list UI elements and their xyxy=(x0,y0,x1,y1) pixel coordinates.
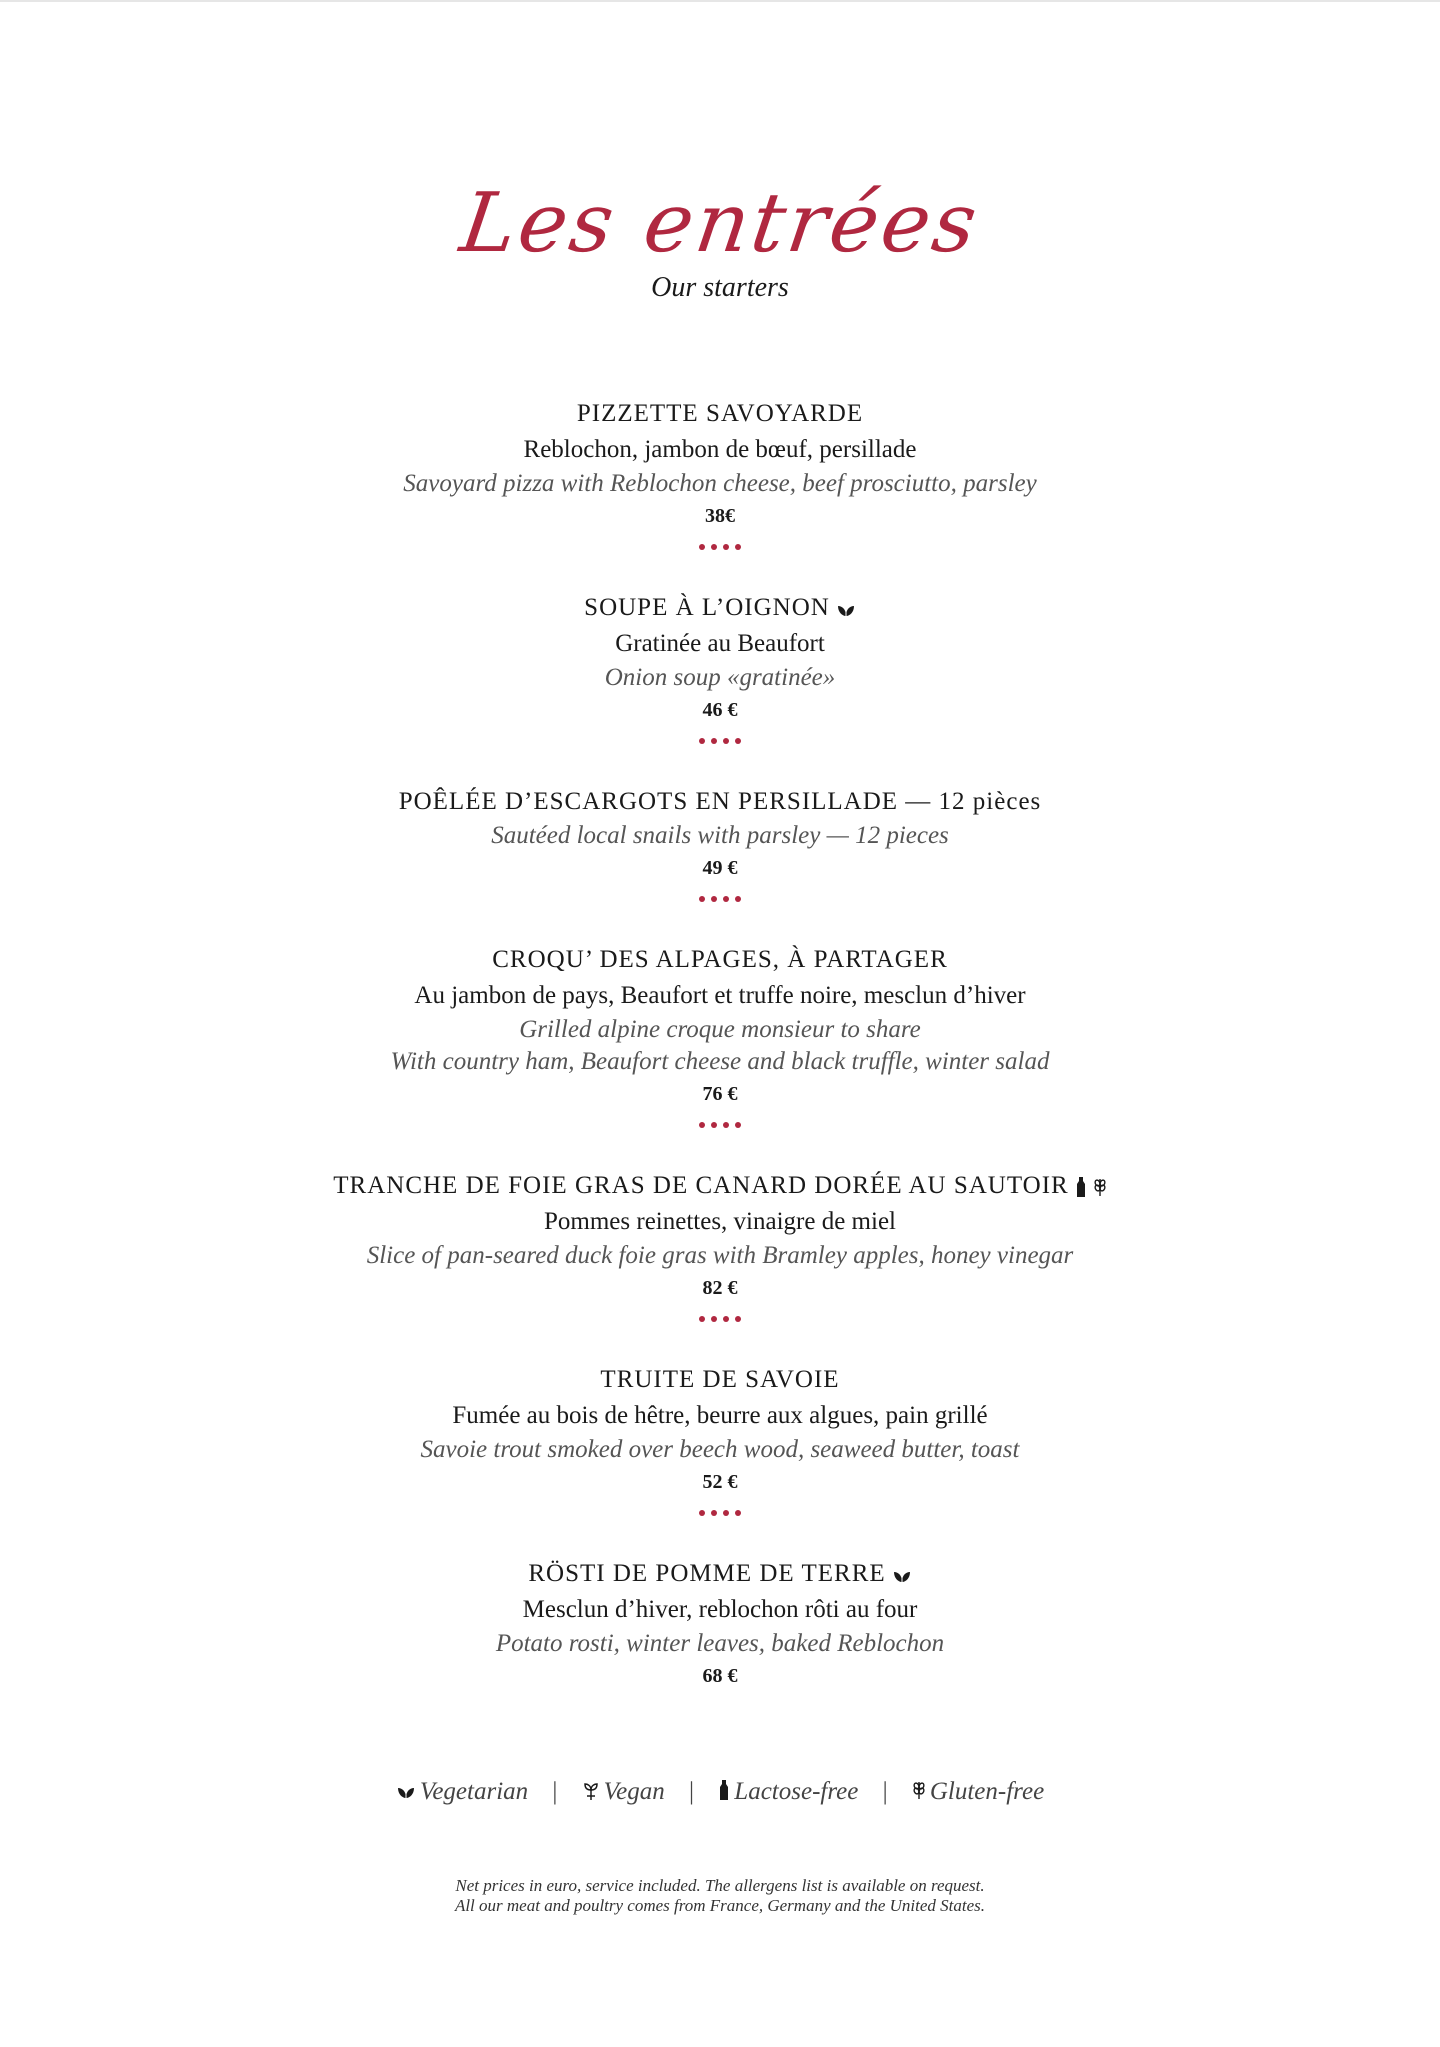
vegetarian-icon xyxy=(836,600,856,619)
dot-divider xyxy=(0,1304,1440,1338)
legend-lactose-free-label: Lactose-free xyxy=(734,1778,859,1805)
lactose-free-icon xyxy=(718,1779,730,1801)
gluten-free-icon xyxy=(1093,1176,1107,1198)
dish-price: 82 € xyxy=(702,1277,738,1299)
legend-lactose-free xyxy=(718,1778,858,1805)
vegetarian-icon xyxy=(396,1785,416,1801)
dish-name-text: TRANCHE DE FOIE GRAS DE CANARD DORÉE AU SAUTOIR xyxy=(333,1172,1069,1199)
footnote xyxy=(0,1876,1440,1916)
dish-description-en: Savoyard pizza with Reblochon cheese, beef prosciutto, parsley xyxy=(403,470,1037,497)
dish-description-en: Slice of pan-seared duck foie gras with Bramley apples, honey vinegar xyxy=(366,1242,1074,1269)
lactose-free-icon xyxy=(1075,1176,1087,1198)
legend-vegan-label: Vegan xyxy=(603,1778,665,1805)
legend-vegetarian xyxy=(396,1778,528,1805)
dish-description-en: Savoie trout smoked over beech wood, seaweed butter, toast xyxy=(420,1436,1020,1463)
dish-price: 68 € xyxy=(702,1665,738,1687)
legend-vegan xyxy=(582,1778,665,1805)
legend-vegetarian-label: Vegetarian xyxy=(419,1778,529,1805)
legend-separator: | xyxy=(552,1778,558,1805)
dish-name xyxy=(0,396,1440,432)
dish-name-text: CROQU’ DES ALPAGES, À PARTAGER xyxy=(492,946,948,973)
dish-description-fr: Fumée au bois de hêtre, beurre aux algues, pain grillé xyxy=(452,1402,988,1429)
footnote-line-1: Net prices in euro, service included. The allergens list is available on request. xyxy=(455,1876,985,1895)
menu-item-croqu xyxy=(0,942,1440,1144)
dot-divider xyxy=(0,1110,1440,1144)
dot-divider xyxy=(0,1498,1440,1532)
dish-description-fr: Pommes reinettes, vinaigre de miel xyxy=(544,1208,896,1235)
legend-separator: | xyxy=(882,1778,888,1805)
dish-name xyxy=(0,942,1440,978)
dish-name-text: TRUITE DE SAVOIE xyxy=(600,1366,840,1393)
dish-name xyxy=(0,1556,1440,1592)
dish-name xyxy=(0,1362,1440,1398)
dish-price: 38€ xyxy=(705,505,735,527)
dot-divider xyxy=(0,884,1440,918)
dish-description-fr: Gratinée au Beaufort xyxy=(615,630,825,657)
dot-divider xyxy=(0,726,1440,760)
dish-name xyxy=(0,784,1440,820)
dish-description-fr: Reblochon, jambon de bœuf, persillade xyxy=(523,436,917,463)
dish-description-en: Onion soup «gratinée» xyxy=(604,664,836,691)
legend-separator: | xyxy=(689,1778,695,1805)
dish-description-en: Sautéed local snails with parsley — 12 pieces xyxy=(491,822,949,849)
menu-item-pizzette xyxy=(0,396,1440,566)
page-subtitle: Our starters xyxy=(651,272,789,303)
dish-name-text: POÊLÉE D’ESCARGOTS EN PERSILLADE — 12 pièces xyxy=(398,788,1042,815)
dish-description-fr: Mesclun d’hiver, reblochon rôti au four xyxy=(522,1596,918,1623)
dish-price: 52 € xyxy=(702,1471,738,1493)
dish-price: 49 € xyxy=(702,857,738,879)
dish-price: 76 € xyxy=(702,1083,738,1105)
footnote-line-2: All our meat and poultry comes from France, Germany and the United States. xyxy=(454,1896,986,1915)
dish-name xyxy=(0,1168,1440,1204)
page-title: Les entrées xyxy=(455,176,986,271)
dot-divider xyxy=(0,532,1440,566)
gluten-free-icon xyxy=(912,1779,926,1801)
dish-price: 46 € xyxy=(702,699,738,721)
dish-name-text: SOUPE À L’OIGNON xyxy=(584,594,830,621)
legend-gluten-free-label: Gluten-free xyxy=(929,1778,1045,1805)
dietary-legend xyxy=(0,1778,1440,1806)
dish-description-fr: Au jambon de pays, Beaufort et truffe noire, mesclun d’hiver xyxy=(414,982,1026,1009)
legend-gluten-free xyxy=(912,1778,1044,1805)
menu-item-soupe xyxy=(0,590,1440,760)
dish-name-text: PIZZETTE SAVOYARDE xyxy=(576,400,864,427)
menu-item-foie-gras xyxy=(0,1168,1440,1338)
vegetarian-icon xyxy=(892,1566,912,1585)
dish-description-en: Potato rosti, winter leaves, baked Reblochon xyxy=(495,1630,945,1657)
dish-description-en: Grilled alpine croque monsieur to share xyxy=(519,1016,921,1043)
dish-name-text: RÖSTI DE POMME DE TERRE xyxy=(528,1560,886,1587)
dish-description-en-2: With country ham, Beaufort cheese and black truffle, winter salad xyxy=(390,1048,1050,1075)
menu-list xyxy=(0,396,1440,1692)
vegan-icon xyxy=(582,1781,600,1801)
menu-item-truite xyxy=(0,1362,1440,1532)
menu-item-escargots xyxy=(0,784,1440,918)
menu-item-rosti xyxy=(0,1556,1440,1692)
top-rule xyxy=(0,0,1440,2)
dish-name xyxy=(0,590,1440,626)
